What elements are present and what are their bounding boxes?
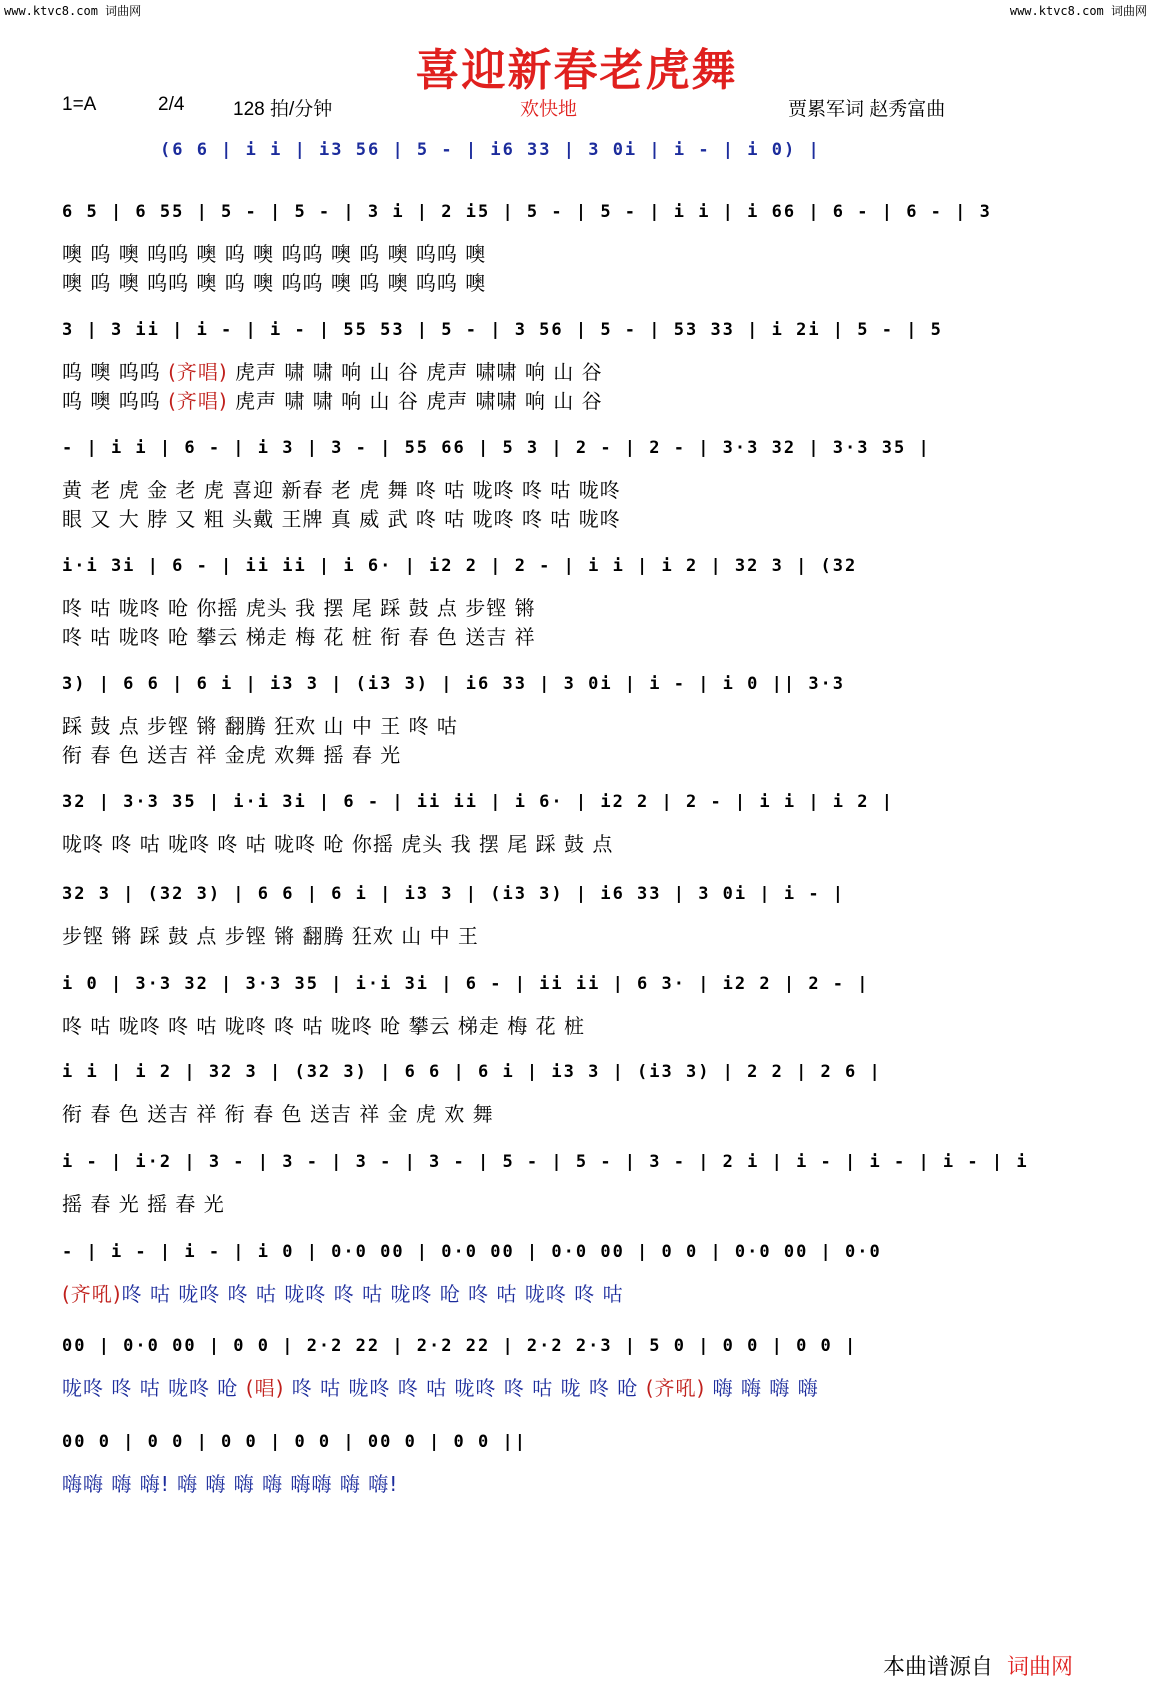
notation-line: i·i 3i | 6 - | ii ii | i 6· | i2 2 | 2 - | i i | i 2 | 32 3 | (32: [62, 556, 858, 576]
lyric-line: 呜 噢 呜呜 (齐唱) 虎声 啸 啸 响 山 谷 虎声 啸啸 响 山 谷: [62, 389, 603, 413]
lyric-line: 咚 咕 咙咚 咚 咕 咙咚 咚 咕 咙咚 呛 攀云 梯走 梅 花 桩: [62, 1014, 586, 1038]
notation-line: i i | i 2 | 32 3 | (32 3) | 6 6 | 6 i | i3 3 | (i3 3) | 2 2 | 2 6 |: [62, 1062, 882, 1082]
time-signature: 2/4: [158, 94, 185, 115]
footer-source: [883, 1650, 1073, 1681]
lyric-line: 咚 咕 咙咚 呛 你摇 虎头 我 摆 尾 踩 鼓 点 步铿 锵: [62, 596, 536, 620]
lyric-line: 噢 呜 噢 呜呜 噢 呜 噢 呜呜 噢 呜 噢 呜呜 噢: [62, 271, 487, 295]
notation-line: 6 5 | 6 55 | 5 - | 5 - | 3 i | 2 i5 | 5 - | 5 - | i i | i 66 | 6 - | 6 - | 3: [62, 202, 992, 222]
site-watermark-left: www.ktvc8.com 词曲网: [4, 4, 142, 18]
notation-line: 00 | 0·0 00 | 0 0 | 2·2 22 | 2·2 22 | 2·2 2·3 | 5 0 | 0 0 | 0 0 |: [62, 1336, 858, 1356]
notation-line: 3) | 6 6 | 6 i | i3 3 | (i3 3) | i6 33 | 3 0i | i - | i 0 || 3·3: [62, 674, 846, 694]
lyric-line: 咙咚 咚 咕 咙咚 咚 咕 咙咚 呛 你摇 虎头 我 摆 尾 踩 鼓 点: [62, 832, 614, 856]
notation-line: 00 0 | 0 0 | 0 0 | 0 0 | 00 0 | 0 0 ||: [62, 1432, 527, 1452]
page-title: 喜迎新春老虎舞: [415, 45, 738, 96]
lyric-line: 呜 噢 呜呜 (齐唱) 虎声 啸 啸 响 山 谷 虎声 啸啸 响 山 谷: [62, 360, 603, 384]
notation-line: 32 | 3·3 35 | i·i 3i | 6 - | ii ii | i 6· | i2 2 | 2 - | i i | i 2 |: [62, 792, 894, 812]
lyric-line: (齐吼)咚 咕 咙咚 咚 咕 咙咚 咚 咕 咙咚 呛 咚 咕 咙咚 咚 咕: [62, 1282, 624, 1306]
tempo: 128 拍/分钟: [233, 99, 333, 120]
lyric-line: 踩 鼓 点 步铿 锵 翻腾 狂欢 山 中 王 咚 咕: [62, 714, 458, 738]
lyric-line: 摇 春 光 摇 春 光: [62, 1192, 225, 1216]
lyric-line: 咚 咕 咙咚 呛 攀云 梯走 梅 花 桩 衔 春 色 送吉 祥: [62, 625, 536, 649]
notation-line: - | i i | 6 - | i 3 | 3 - | 55 66 | 5 3 | 2 - | 2 - | 3·3 32 | 3·3 35 |: [62, 438, 931, 458]
footer-source-text: 本曲谱源自: [882, 1655, 993, 1680]
lyric-line: 眼 又 大 脖 又 粗 头戴 王牌 真 威 武 咚 咕 咙咚 咚 咕 咙咚: [62, 507, 621, 531]
credits: 贾累军词 赵秀富曲: [788, 99, 946, 120]
lyric-line: 咙咚 咚 咕 咙咚 呛 (唱) 咚 咕 咙咚 咚 咕 咙咚 咚 咕 咙 咚 呛 (齐吼) 嗨 嗨 嗨 嗨: [62, 1376, 819, 1400]
lyric-line: 黄 老 虎 金 老 虎 喜迎 新春 老 虎 舞 咚 咕 咙咚 咚 咕 咙咚: [62, 478, 621, 502]
lyric-line: 步铿 锵 踩 鼓 点 步铿 锵 翻腾 狂欢 山 中 王: [62, 924, 479, 948]
performance-style: 欢快地: [520, 99, 578, 120]
notation-line: i 0 | 3·3 32 | 3·3 35 | i·i 3i | 6 - | ii ii | 6 3· | i2 2 | 2 - |: [62, 974, 870, 994]
lyric-line: 嗨嗨 嗨 嗨! 嗨 嗨 嗨 嗨 嗨嗨 嗨 嗨!: [62, 1472, 399, 1496]
notation-line: (6 6 | i i | i3 56 | 5 - | i6 33 | 3 0i | i - | i 0) |: [160, 140, 821, 160]
notation-line: i - | i·2 | 3 - | 3 - | 3 - | 3 - | 5 - | 5 - | 3 - | 2 i | i - | i - | i - | i: [62, 1152, 1029, 1172]
notation-line: 32 3 | (32 3) | 6 6 | 6 i | i3 3 | (i3 3) | i6 33 | 3 0i | i - |: [62, 884, 846, 904]
lyric-line: 衔 春 色 送吉 祥 衔 春 色 送吉 祥 金 虎 欢 舞: [62, 1102, 494, 1126]
footer-brand: 词曲网: [1006, 1655, 1073, 1680]
lyric-line: 衔 春 色 送吉 祥 金虎 欢舞 摇 春 光: [62, 743, 402, 767]
notation-line: 3 | 3 ii | i - | i - | 55 53 | 5 - | 3 56 | 5 - | 53 33 | i 2i | 5 - | 5: [62, 320, 943, 340]
site-watermark-right: www.ktvc8.com 词曲网: [1009, 4, 1147, 18]
key-signature: 1=A: [62, 94, 97, 115]
lyric-line: 噢 呜 噢 呜呜 噢 呜 噢 呜呜 噢 呜 噢 呜呜 噢: [62, 242, 487, 266]
notation-line: - | i - | i - | i 0 | 0·0 00 | 0·0 00 | 0·0 00 | 0 0 | 0·0 00 | 0·0: [62, 1242, 882, 1262]
